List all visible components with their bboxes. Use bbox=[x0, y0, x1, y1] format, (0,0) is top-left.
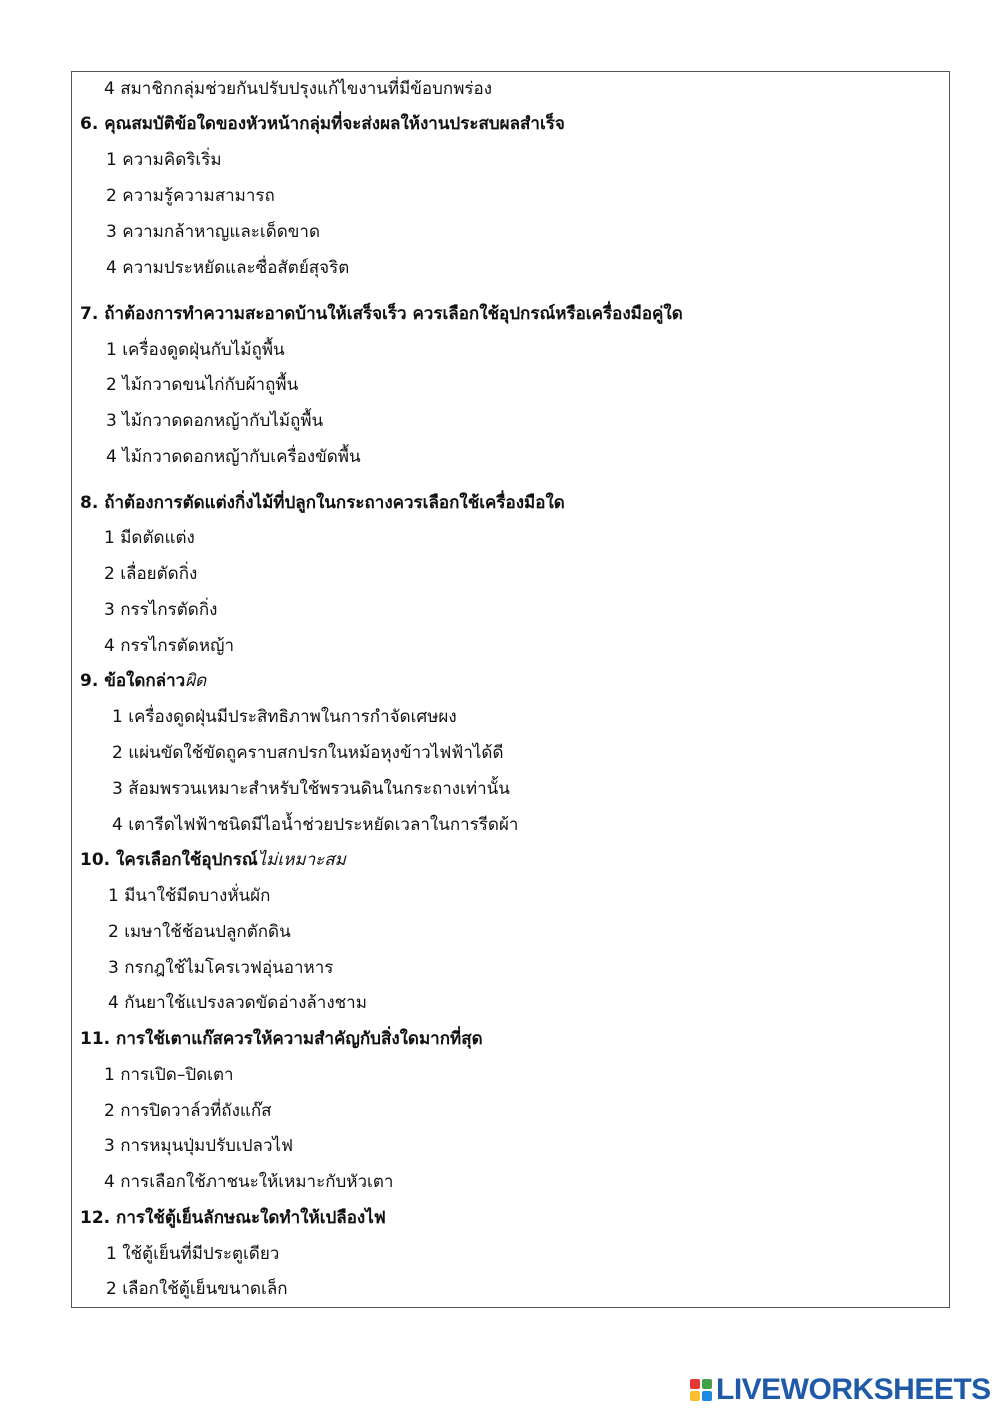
question-12: 12. การใช้ตู้เย็นลักษณะใดทำให้เปลืองไฟ bbox=[80, 1208, 386, 1228]
question-10-text: 10. ใครเลือกใช้อุปกรณ์ bbox=[80, 850, 258, 870]
q12-option-1: 1 ใช้ตู้เย็นที่มีประตูเดียว bbox=[106, 1244, 280, 1264]
q6-option-3: 3 ความกล้าหาญและเด็ดขาด bbox=[106, 222, 320, 242]
q6-option-4: 4 ความประหยัดและซื่อสัตย์สุจริต bbox=[106, 258, 350, 278]
q9-option-3: 3 ส้อมพรวนเหมาะสำหรับใช้พรวนดินในกระถางเท่านั้น bbox=[112, 779, 510, 799]
q11-option-3: 3 การหมุนปุ่มปรับเปลวไฟ bbox=[104, 1136, 294, 1156]
q9-option-2: 2 แผ่นขัดใช้ขัดถูคราบสกปรกในหม้อหุงข้าวไฟฟ้าได้ดี bbox=[112, 743, 504, 763]
q8-option-1: 1 มีดตัดแต่ง bbox=[104, 528, 195, 548]
question-8: 8. ถ้าต้องการตัดแต่งกิ่งไม้ที่ปลูกในกระถางควรเลือกใช้เครื่องมือใด bbox=[80, 493, 565, 513]
q11-option-1: 1 การเปิด–ปิดเตา bbox=[104, 1065, 234, 1085]
q9-option-4: 4 เตารีดไฟฟ้าชนิดมีไอน้ำช่วยประหยัดเวลาในการรีดผ้า bbox=[112, 815, 519, 835]
logo-square-1 bbox=[690, 1379, 700, 1389]
q7-option-2: 2 ไม้กวาดขนไก่กับผ้าถูพื้น bbox=[106, 375, 299, 395]
question-9 bbox=[80, 669, 206, 693]
logo-square-3 bbox=[690, 1391, 700, 1401]
q7-option-3: 3 ไม้กวาดดอกหญ้ากับไม้ถูพื้น bbox=[106, 411, 324, 431]
liveworksheets-logo-icon bbox=[690, 1379, 712, 1401]
question-7: 7. ถ้าต้องการทำความสะอาดบ้านให้เสร็จเร็ว ควรเลือกใช้อุปกรณ์หรือเครื่องมือคู่ใด bbox=[80, 304, 683, 324]
liveworksheets-logo[interactable] bbox=[690, 1372, 991, 1408]
q10-option-1: 1 มีนาใช้มีดบางหั่นผัก bbox=[108, 886, 271, 906]
q12-option-2: 2 เลือกใช้ตู้เย็นขนาดเล็ก bbox=[106, 1279, 288, 1299]
question-10 bbox=[80, 848, 346, 872]
q11-option-2: 2 การปิดวาล์วที่ถังแก๊ส bbox=[104, 1101, 272, 1121]
q10-option-4: 4 กันยาใช้แปรงลวดขัดอ่างล้างชาม bbox=[108, 993, 367, 1013]
q6-option-2: 2 ความรู้ความสามารถ bbox=[106, 186, 275, 206]
q8-option-4: 4 กรรไกรตัดหญ้า bbox=[104, 636, 235, 656]
q6-option-1: 1 ความคิดริเริ่ม bbox=[106, 150, 222, 170]
q10-option-2: 2 เมษาใช้ช้อนปลูกตักดิน bbox=[108, 922, 291, 942]
q5-option-4: 4 สมาชิกกลุ่มช่วยกันปรับปรุงแก้ไขงานที่มีข้อบกพร่อง bbox=[104, 79, 493, 99]
liveworksheets-logo-text: LIVEWORKSHEETS bbox=[716, 1373, 991, 1406]
q8-option-3: 3 กรรไกรตัดกิ่ง bbox=[104, 600, 218, 620]
q7-option-1: 1 เครื่องดูดฝุ่นกับไม้ถูพื้น bbox=[106, 340, 285, 360]
question-10-emphasis: ไม่เหมาะสม bbox=[257, 850, 346, 870]
question-6: 6. คุณสมบัติข้อใดของหัวหน้ากลุ่มที่จะส่งผลให้งานประสบผลสำเร็จ bbox=[80, 114, 565, 134]
q11-option-4: 4 การเลือกใช้ภาชนะให้เหมาะกับหัวเตา bbox=[104, 1172, 394, 1192]
q9-option-1: 1 เครื่องดูดฝุ่นมีประสิทธิภาพในการกำจัดเศษผง bbox=[112, 707, 457, 727]
logo-square-4 bbox=[702, 1391, 712, 1401]
question-9-emphasis: ผิด bbox=[185, 671, 207, 691]
q7-option-4: 4 ไม้กวาดดอกหญ้ากับเครื่องขัดพื้น bbox=[106, 447, 361, 467]
logo-square-2 bbox=[702, 1379, 712, 1389]
question-9-text: 9. ข้อใดกล่าว bbox=[80, 671, 186, 691]
q10-option-3: 3 กรกฎใช้ไมโครเวฟอุ่นอาหาร bbox=[108, 958, 334, 978]
q8-option-2: 2 เลื่อยตัดกิ่ง bbox=[104, 564, 198, 584]
question-11: 11. การใช้เตาแก๊สควรให้ความสำคัญกับสิ่งใดมากที่สุด bbox=[80, 1029, 483, 1049]
